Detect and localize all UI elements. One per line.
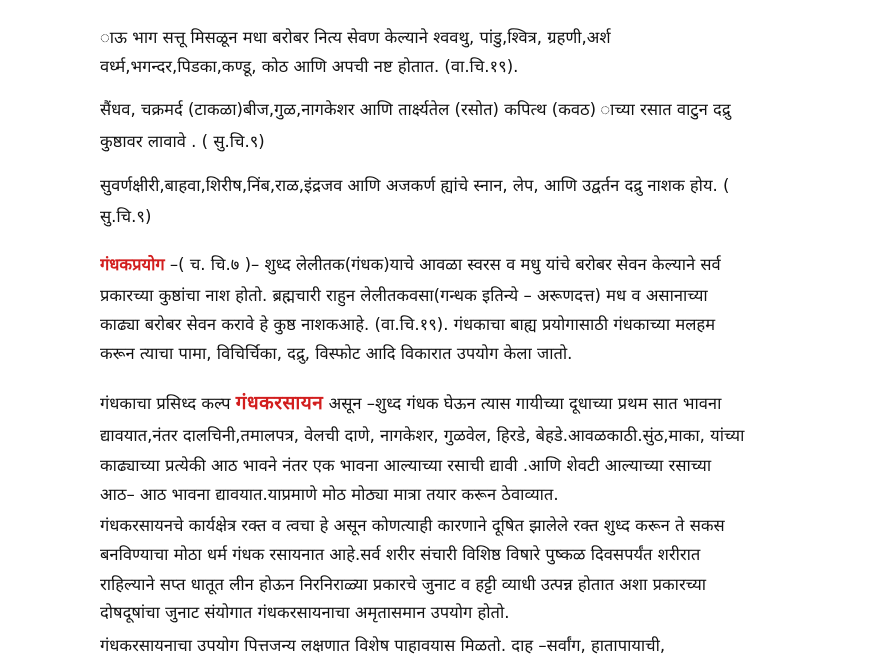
paragraph-1-line-1: ाऊ भाग सत्तू मिसळून मधा बरोबर नित्य सेवण केल्याने श्ववथु, पांडु,श्वित्र, ग्रहणी,अर्श <box>100 28 611 47</box>
paragraph-4-line-2: प्रकारच्या कुष्ठांचा नाश होतो. ब्रह्मचारी राहुन लेलीतकवसा(गन्धक इतिन्ये – अरूणदत्त) मध व असानाच्या <box>100 286 708 305</box>
paragraph-4-line-1-text: –( च. चि.७ )– शुध्द लेलीतक(गंधक)याचे आवळा स्वरस व मधु यांचे बरोबर सेवन केल्याने सर्व <box>164 255 721 274</box>
paragraph-2-line-2: कुष्ठावर लावावे . ( सु.चि.९) <box>100 132 265 151</box>
gandhak-rasayan-highlight: गंधकरसायन <box>235 392 324 414</box>
paragraph-4-line-3: काढ्या बरोबर सेवन करावे हे कुष्ठ नाशकआहे. (वा.चि.१९). गंधकाचा बाह्य प्रयोगासाठी गंधकाच्या मलहम <box>100 315 716 334</box>
paragraph-5-line-1 <box>100 391 870 416</box>
paragraph-2-line-1: सैंधव, चक्रमर्द (टाकळा)बीज,गुळ,नागकेशर आणि तार्क्ष्यतेल (रसोत) कपित्थ (कवठ) ाच्या रसात वाटुन दद्रु <box>100 100 731 119</box>
paragraph-4-line-1 <box>100 253 870 277</box>
paragraph-5-line-2: द्यावयात,नंतर दालचिनी,तमालपत्र, वेलची दाणे, नागकेशर, गुळवेल, हिरडे, बेहडे.आवळकाठी.सुंठ,माका, यांच्या <box>100 426 745 445</box>
paragraph-6-line-2: बनविण्याचा मोठा धर्म गंधक रसायनात आहे.सर्व शरीर संचारी विशिष्ठ विषारे पुष्कळ दिवसपर्यंत शरीरात <box>100 545 701 564</box>
paragraph-3-line-1: सुवर्णक्षीरी,बाहवा,शिरीष,निंब,राळ,इंद्रजव आणि अजकर्ण ह्यांचे स्नान, लेप, आणि उद्वर्तन दद्रु नाशक होय. ( <box>100 176 730 195</box>
paragraph-4-line-4: करून त्याचा पामा, विचिर्चिका, दद्रु, विस्फोट आदि विकारात उपयोग केला जातो. <box>100 344 573 363</box>
paragraph-6-line-1: गंधकरसायनचे कार्यक्षेत्र रक्त व त्वचा हे असून कोणत्याही कारणाने दूषित झालेले रक्त शुध्द करून ते सकस <box>100 516 725 535</box>
paragraph-1-line-2: वर्ध्म,भगन्दर,पिडका,कण्डू, कोठ आणि अपची नष्ट होतात. (वा.चि.१९). <box>100 57 519 76</box>
paragraph-6-line-4: दोषदूषांचा जुनाट संयोगात गंधकरसायनाचा अमृतासमान उपयोग होतो. <box>100 603 510 622</box>
paragraph-5-line-1-pre: गंधकाचा प्रसिध्द कल्प <box>100 394 236 413</box>
paragraph-6-line-3: राहिल्याने सप्त धातूत लीन होऊन निरनिराळ्या प्रकारचे जुनाट व हट्टी व्याधी उत्पन्न होतात अशा प्रकारच्या <box>100 575 707 594</box>
paragraph-7-line-1: गंधकरसायनाचा उपयोग पित्तजन्य लक्षणात विशेष पाहावयास मिळतो. दाह –सर्वांग, हातापायाची, <box>100 636 666 655</box>
paragraph-5-line-3: काढ्याच्या प्रत्येकी आठ भावने नंतर एक भावना आल्याच्या रसाची द्यावी .आणि शेवटी आल्याच्या रसाच्या <box>100 456 712 475</box>
paragraph-5-line-1-post: असून –शुध्द गंधक घेऊन त्यास गायीच्या दूधाच्या प्रथम सात भावना <box>323 394 722 413</box>
gandhak-prayog-heading: गंधकप्रयोग <box>100 255 165 274</box>
paragraph-3-line-2: सु.चि.९) <box>100 207 152 226</box>
paragraph-5-line-4: आठ– आठ भावना द्यावयात.याप्रमाणे मोठ मोठ्या मात्रा तयार करून ठेवाव्यात. <box>100 485 559 504</box>
